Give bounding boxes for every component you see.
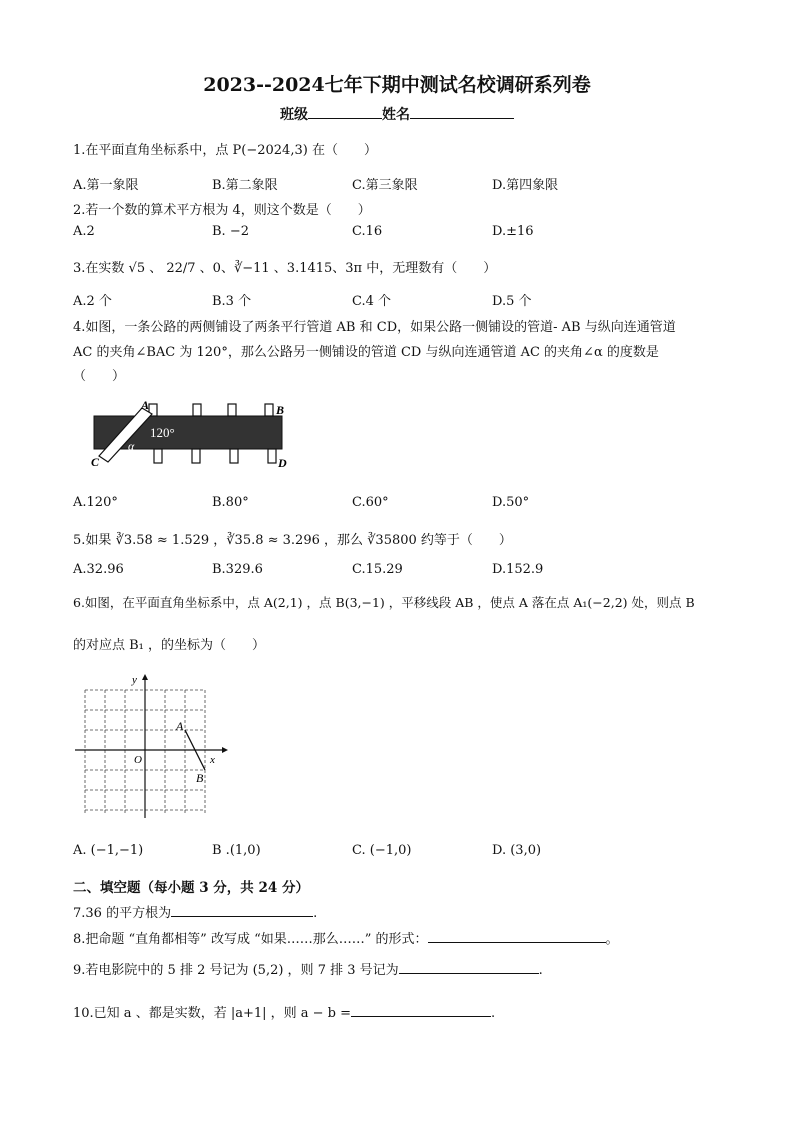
- q5-option-d[interactable]: D.152.9: [492, 562, 544, 577]
- origin-label: O: [134, 754, 142, 766]
- point-a-label: A: [176, 719, 184, 733]
- q10-line: [73, 1002, 495, 1021]
- q2-stem: 2.若一个数的算术平方根为 4，则这个数是（ ）: [73, 203, 371, 218]
- page-title: 2023--2024七年下期中测试名校调研系列卷: [203, 74, 591, 96]
- q1-option-d[interactable]: D.第四象限: [492, 178, 559, 193]
- q4-stem-line3: （ ）: [73, 369, 126, 384]
- angle-120-label: 120°: [150, 425, 175, 440]
- q9-line: [73, 959, 543, 978]
- q4-option-a[interactable]: A.120°: [73, 495, 118, 510]
- q5-option-b[interactable]: B.329.6: [212, 562, 263, 577]
- q6-option-c[interactable]: C. (−1,0): [352, 843, 412, 858]
- class-name-line: [0, 104, 794, 124]
- q1-option-a[interactable]: A.第一象限: [73, 178, 139, 193]
- q6-option-d[interactable]: D. (3,0): [492, 843, 542, 858]
- class-label: 班级: [280, 107, 308, 123]
- q8-line: [73, 928, 619, 947]
- q3-option-c[interactable]: C.4 个: [352, 294, 392, 309]
- section2-heading: 二、填空题（每小题 3 分，共 24 分）: [73, 880, 309, 896]
- q2-option-a[interactable]: A.2: [73, 224, 95, 239]
- name-label: 姓名: [382, 107, 410, 123]
- q8-text: 8.把命题 “直角都相等” 改写成 “如果……那么……” 的形式：: [73, 932, 428, 947]
- q1-stem: 1.在平面直角坐标系中，点 P(−2024,3) 在（ ）: [73, 143, 377, 158]
- q3-option-a[interactable]: A.2 个: [73, 294, 112, 309]
- class-blank[interactable]: [308, 105, 382, 119]
- coordinate-grid-figure: [70, 670, 230, 820]
- point-b-label: B: [276, 403, 285, 417]
- q1-option-c[interactable]: C.第三象限: [352, 178, 418, 193]
- x-axis-label: x: [210, 754, 215, 766]
- q10-answer-blank[interactable]: [351, 1003, 491, 1017]
- q5-option-c[interactable]: C.15.29: [352, 562, 403, 577]
- y-axis-arrow: [142, 674, 148, 680]
- name-blank[interactable]: [410, 105, 514, 119]
- q6-stem-line2: 的对应点 B₁ ，的坐标为（ ）: [73, 638, 266, 653]
- q7-end: .: [313, 906, 318, 921]
- q7-answer-blank[interactable]: [171, 903, 313, 917]
- q3-option-b[interactable]: B.3 个: [212, 294, 252, 309]
- q3-stem: 3.在实数 √5 、 22/7 、0、∛−11 、3.1415、3π 中，无理数有（ ）: [73, 261, 497, 276]
- point-d-label: D: [278, 456, 287, 470]
- x-axis-arrow: [222, 747, 228, 753]
- point-b-label: B: [196, 771, 204, 785]
- q9-answer-blank[interactable]: [399, 960, 539, 974]
- q6-option-a[interactable]: A. (−1,−1): [73, 843, 144, 858]
- alpha-label: α: [128, 439, 135, 453]
- q9-end: .: [538, 963, 543, 978]
- point-c-label: C: [91, 455, 100, 469]
- q1-option-b[interactable]: B.第二象限: [212, 178, 278, 193]
- q7-text: 7.36 的平方根为: [73, 906, 172, 921]
- q10-text: 10.已知 a 、都是实数，若 |a+1| ，则 a − b =: [73, 1006, 352, 1021]
- q10-end: .: [491, 1006, 496, 1021]
- q5-option-a[interactable]: A.32.96: [73, 562, 124, 577]
- q8-answer-blank[interactable]: [428, 929, 606, 943]
- q5-stem: 5.如果 ∛3.58 ≈ 1.529 ，∛35.8 ≈ 3.296 ，那么 ∛35800 约等于（ ）: [73, 533, 512, 548]
- q2-option-d[interactable]: D.±16: [492, 224, 534, 239]
- point-a-label: A: [141, 398, 150, 412]
- q2-option-b[interactable]: B. −2: [212, 224, 249, 239]
- q9-text: 9.若电影院中的 5 排 2 号记为 (5,2) ，则 7 排 3 号记为: [73, 963, 399, 978]
- q7-line: [73, 902, 317, 921]
- q4-option-d[interactable]: D.50°: [492, 495, 530, 510]
- q3-option-d[interactable]: D.5 个: [492, 294, 532, 309]
- top-pipe-stubs: [149, 404, 273, 416]
- q4-option-c[interactable]: C.60°: [352, 495, 389, 510]
- bottom-pipe-stubs: [154, 449, 276, 463]
- q4-option-b[interactable]: B.80°: [212, 495, 249, 510]
- q4-stem-line1: 4.如图，一条公路的两侧铺设了两条平行管道 AB 和 CD，如果公路一侧铺设的管道- AB 与纵向连通管道: [73, 320, 676, 335]
- q6-option-b[interactable]: B .(1,0): [212, 843, 261, 858]
- q4-stem-line2: AC 的夹角∠BAC 为 120°，那么公路另一侧铺设的管道 CD 与纵向连通管道 AC 的夹角∠α 的度数是: [73, 345, 659, 360]
- q8-end: 。: [605, 932, 619, 947]
- q2-option-c[interactable]: C.16: [352, 224, 383, 239]
- q6-stem-line1: 6.如图，在平面直角坐标系中，点 A(2,1) ，点 B(3,−1) ，平移线段 AB ，使点 A 落在点 A₁(−2,2) 处，则点 B: [73, 595, 695, 610]
- road-pipe-figure: [86, 398, 296, 473]
- y-axis-label: y: [132, 674, 137, 686]
